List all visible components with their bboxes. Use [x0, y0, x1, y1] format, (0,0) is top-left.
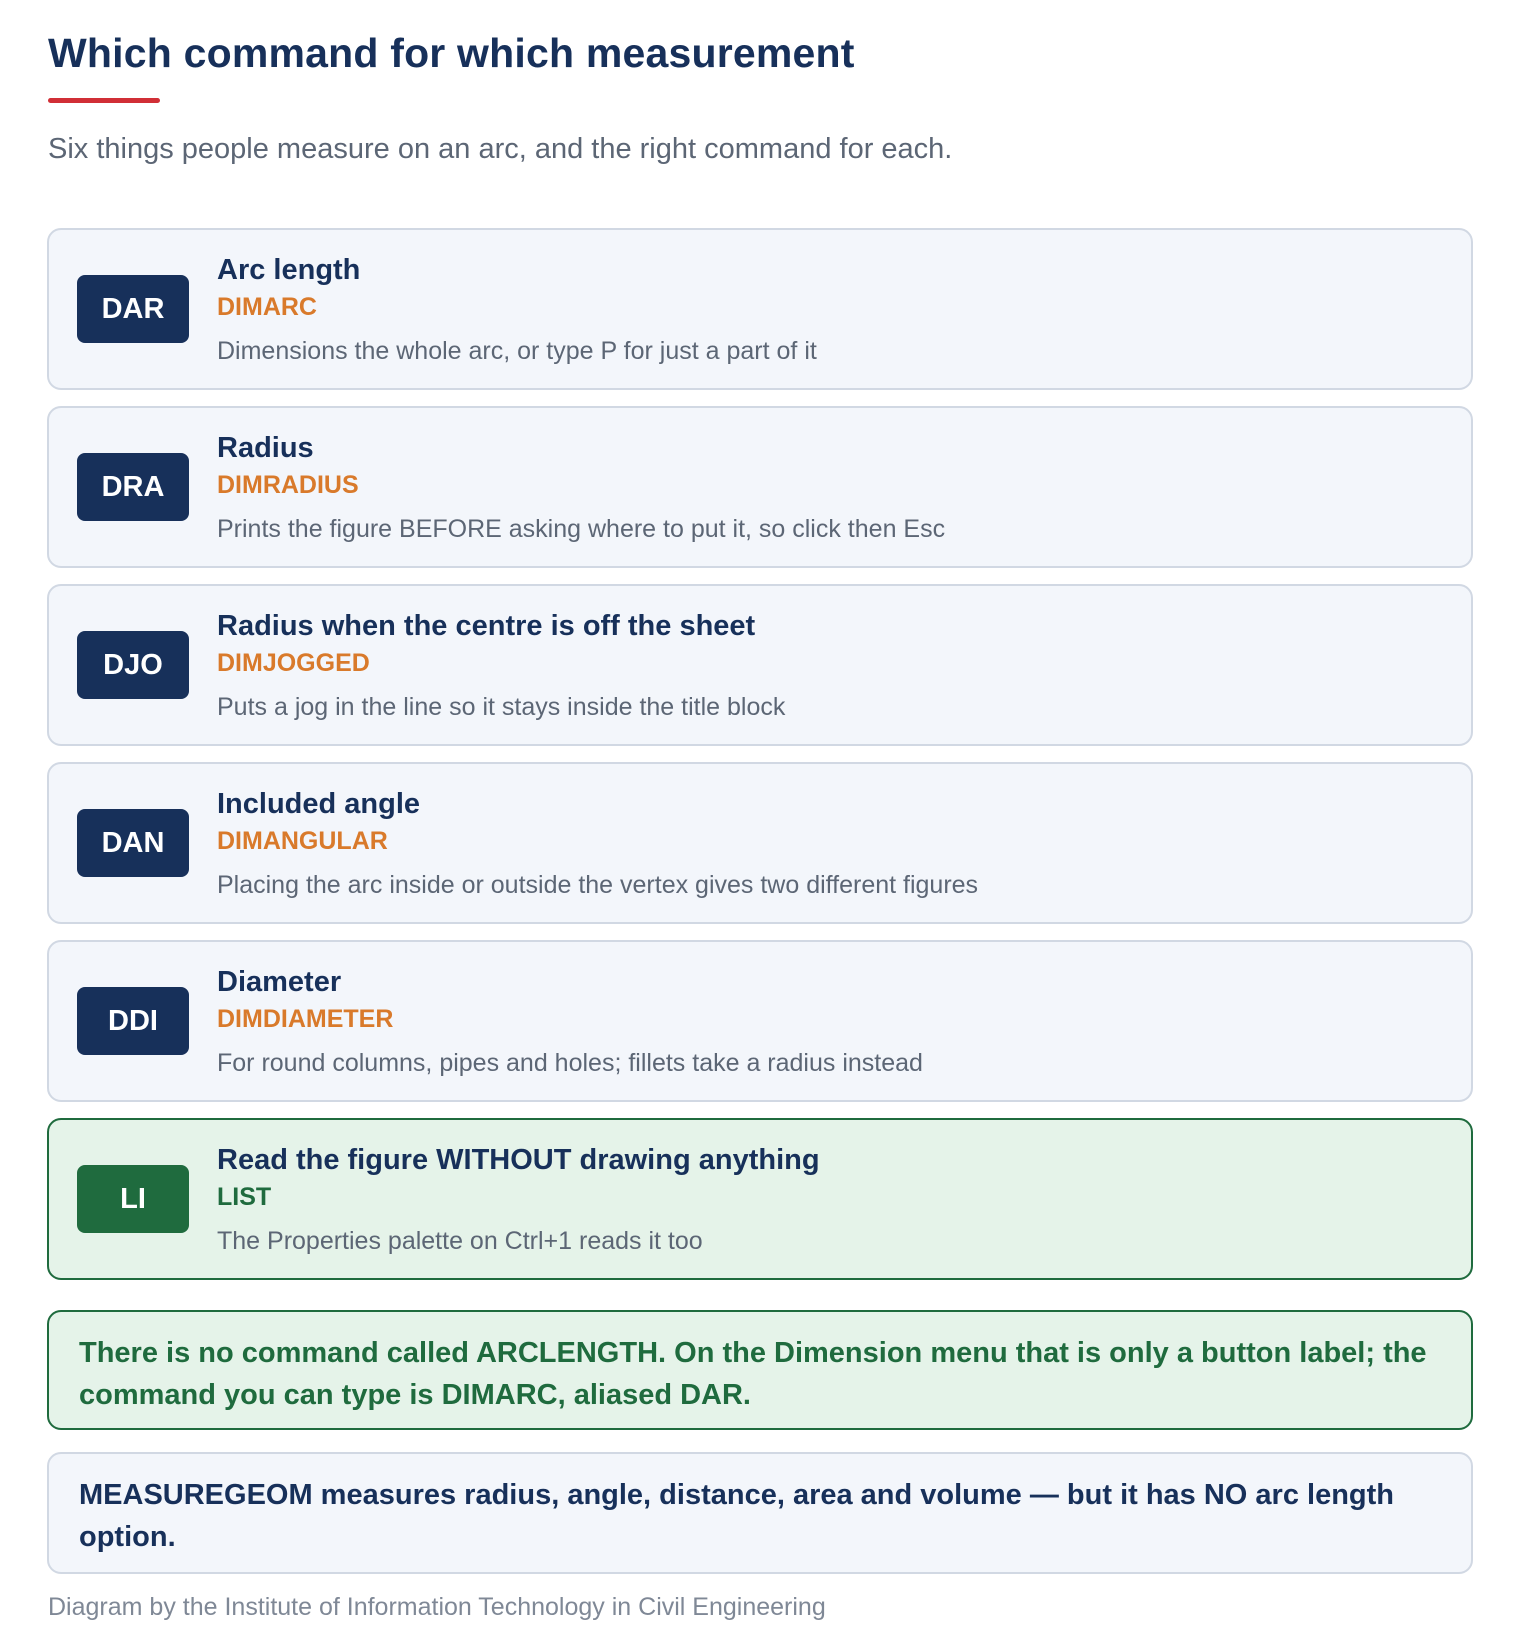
- arclength-note: There is no command called ARCLENGTH. On the Dimension menu that is only a button label; the command you can type is DIMARC, aliased DAR.: [47, 1310, 1473, 1430]
- card-description: The Properties palette on Ctrl+1 reads it too: [217, 1227, 703, 1255]
- card-command: DIMJOGGED: [217, 649, 370, 677]
- title-underline: [48, 98, 160, 103]
- card-description: Prints the figure BEFORE asking where to put it, so click then Esc: [217, 515, 946, 543]
- page-title: Which command for which measurement: [48, 30, 855, 76]
- card-body: [217, 428, 1451, 546]
- card-command: DIMDIAMETER: [217, 1005, 394, 1033]
- card-body: [217, 606, 1451, 724]
- page-subtitle: Six things people measure on an arc, and the right command for each.: [48, 133, 953, 165]
- card-body: [217, 784, 1451, 902]
- footer-credit: Diagram by the Institute of Information Technology in Civil Engineering: [48, 1593, 826, 1621]
- card-description: Placing the arc inside or outside the vertex gives two different figures: [217, 871, 979, 899]
- command-card-included-angle: [47, 762, 1473, 924]
- card-title: Included angle: [217, 788, 421, 820]
- card-description: Dimensions the whole arc, or type P for just a part of it: [217, 337, 817, 365]
- alias-badge: DDI: [77, 987, 189, 1055]
- card-description: For round columns, pipes and holes; fillets take a radius instead: [217, 1049, 923, 1077]
- card-title: Radius: [217, 432, 314, 464]
- card-title: Read the figure WITHOUT drawing anything: [217, 1144, 820, 1176]
- card-title: Arc length: [217, 254, 361, 286]
- card-title: Diameter: [217, 966, 342, 998]
- measuregeom-note: MEASUREGEOM measures radius, angle, distance, area and volume — but it has NO arc length option.: [47, 1452, 1473, 1574]
- command-list: [47, 228, 1473, 1296]
- card-command: DIMRADIUS: [217, 471, 359, 499]
- alias-badge: DRA: [77, 453, 189, 521]
- card-body: [217, 250, 1451, 368]
- command-card-arc-length: [47, 228, 1473, 390]
- alias-badge: DJO: [77, 631, 189, 699]
- card-command: DIMARC: [217, 293, 317, 321]
- alias-badge: LI: [77, 1165, 189, 1233]
- alias-badge: DAN: [77, 809, 189, 877]
- card-command: LIST: [217, 1183, 272, 1211]
- card-body: [217, 962, 1451, 1080]
- command-card-diameter: [47, 940, 1473, 1102]
- alias-badge: DAR: [77, 275, 189, 343]
- card-title: Radius when the centre is off the sheet: [217, 610, 756, 642]
- card-description: Puts a jog in the line so it stays inside the title block: [217, 693, 786, 721]
- command-card-jogged-radius: [47, 584, 1473, 746]
- command-card-radius: [47, 406, 1473, 568]
- card-body: [217, 1140, 1451, 1258]
- command-card-list: [47, 1118, 1473, 1280]
- card-command: DIMANGULAR: [217, 827, 388, 855]
